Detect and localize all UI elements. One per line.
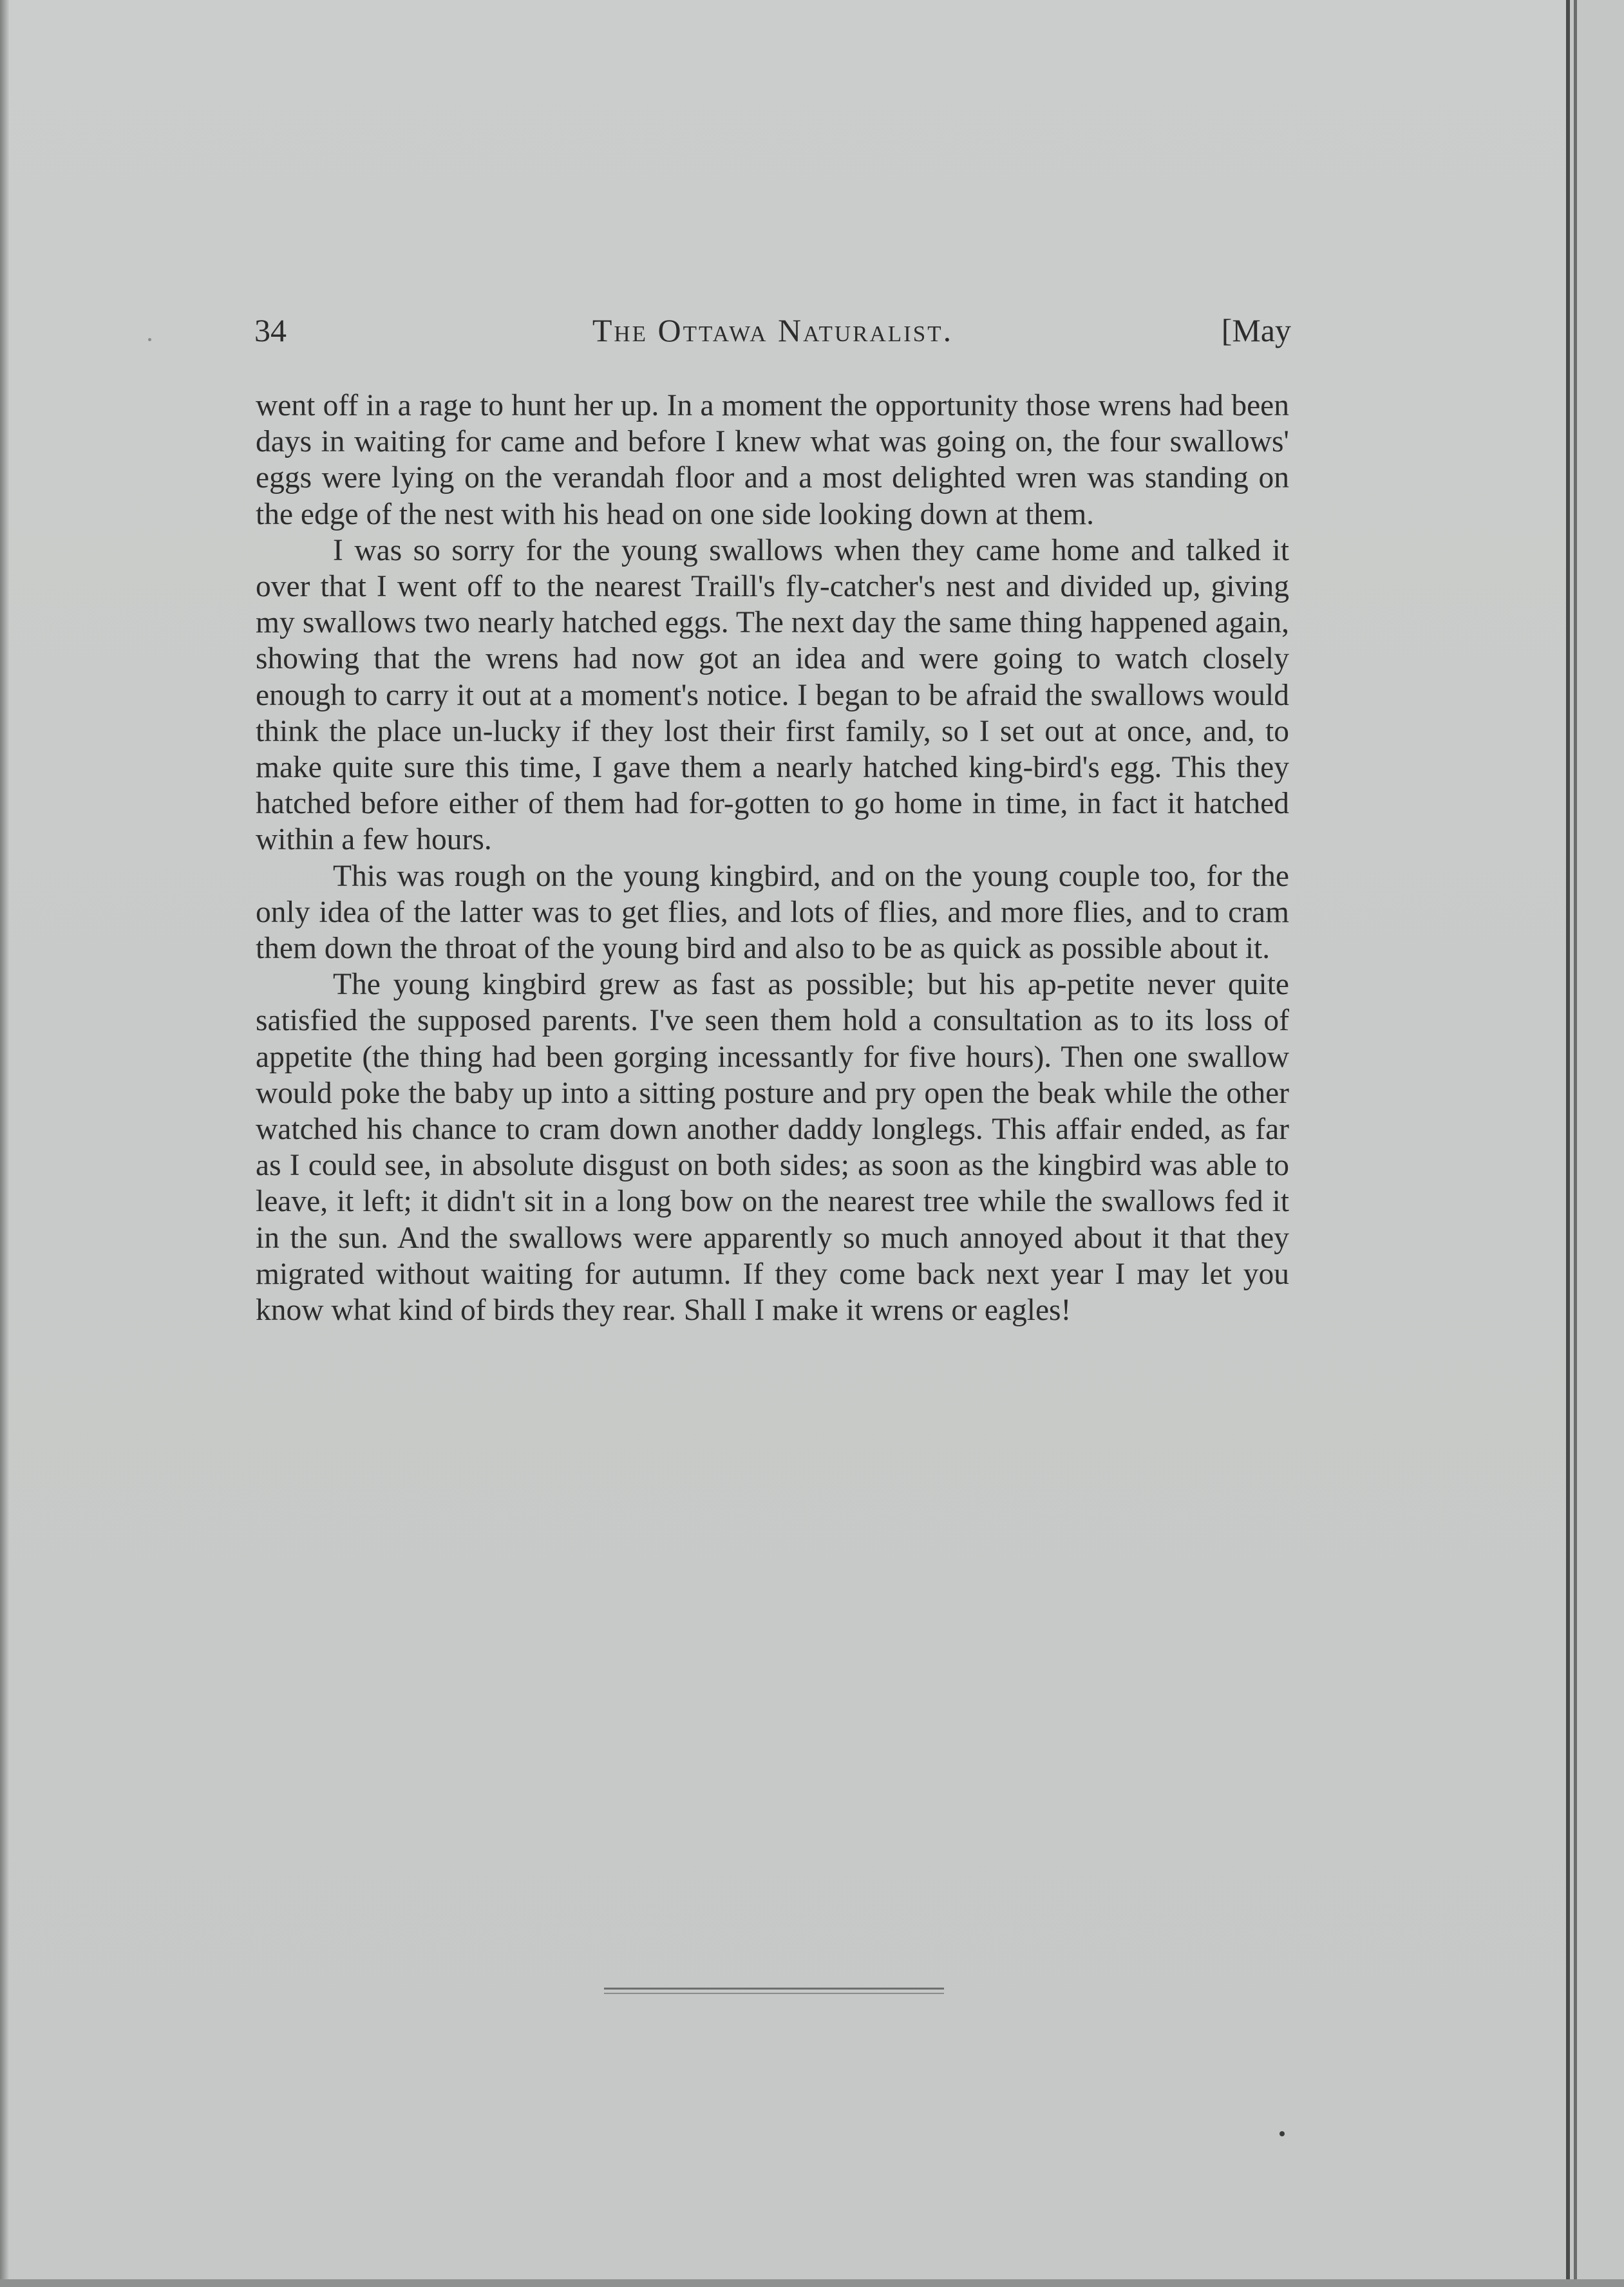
page-header xyxy=(254,308,1291,353)
paragraph: The young kingbird grew as fast as possible; but his ap-petite never quite satisfied the supposed parents. I've seen them hold a consultation as to its loss of appetite (the thing had been gorging incessantly for five hours). Then one swallow would poke the baby up into a sitting posture and pry open the beak while the other watched his chance to cram down another daddy longlegs. This affair ended, as far as I could see, in absolute disgust on both sides; as soon as the kingbird was able to leave, it left; it didn't sit in a long bow on the nearest tree while the swallows fed it in the sun. And the swallows were apparently so much annoyed about it that they migrated without waiting for autumn. If they come back next year I may let you know what kind of birds they rear. Shall I make it wrens or eagles! xyxy=(256,968,1289,1328)
section-divider-rule xyxy=(604,1988,944,1994)
paragraph: went off in a rage to hunt her up. In a moment the opportunity those wrens had been days in waiting for came and before I knew what was going on, the four swallows' eggs were lying on the verandah floor and a most delighted wren was standing on the edge of the nest with his head on one side looking down at them. xyxy=(256,389,1289,531)
page-left-edge xyxy=(0,0,9,2287)
article-body xyxy=(256,388,1289,1328)
paragraph: I was so sorry for the young swallows when they came home and talked it over that I went off to the nearest Traill's fly-catcher's nest and divided up, giving my swallows two nearly hatched eggs. The next day the same thing happened again, showing that the wrens had now got an idea and were going to watch closely enough to carry it out at a moment's notice. I began to be afraid the swallows would think the place un-lucky if they lost their first family, so I set out at once, and, to make quite sure this time, I gave them a nearly hatched king-bird's egg. This they hatched before either of them had for-gotten to go home in time, in fact it hatched within a few hours. xyxy=(256,533,1289,857)
issue-month: [May xyxy=(1221,312,1291,348)
paragraph: This was rough on the young kingbird, and on the young couple too, for the only idea of the latter was to get flies, and lots of flies, and more flies, and to cram them down the throat of the young bird and also to be as quick as possible about it. xyxy=(256,859,1289,966)
page-right-border-line-inner xyxy=(1574,0,1577,2287)
page-number: 34 xyxy=(254,312,287,348)
ink-speck xyxy=(148,338,151,341)
page-right-border-line xyxy=(1566,0,1570,2287)
page-bottom-edge xyxy=(0,2279,1624,2287)
running-title: The Ottawa Naturalist. xyxy=(592,312,954,348)
ink-speck xyxy=(1279,2131,1285,2136)
